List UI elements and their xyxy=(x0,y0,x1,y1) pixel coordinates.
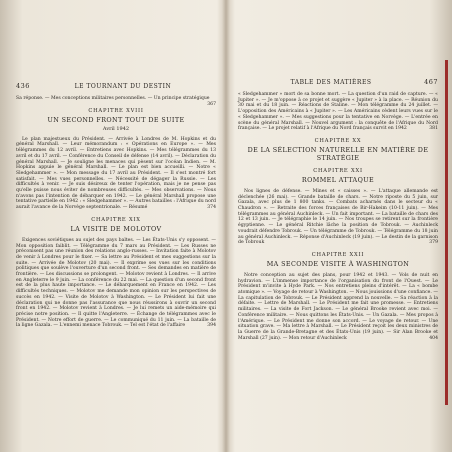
chapter-summary xyxy=(16,238,216,329)
chapter-heading xyxy=(16,217,216,233)
gutter-shadow xyxy=(222,0,230,452)
top-paragraph xyxy=(238,92,438,132)
chapter-title: ROMMEL ATTAQUE xyxy=(301,175,375,184)
chapter-summary-text: Notre conception au sujet des plans, pour 1942 et 1943. — Vols de nuit en hydravion. — L'immense importance de l'organisation du front de l'Ouest. — Le Président m'invite à Hyde Park. — Nos entretiens pleins d'intérêt. — La « bombe atomique ». — Voyage de retour à Washington. — Nous jouissions d'une confiance. — La capitulation de Tobrouk. — Le Président apprend la nouvelle. — Sa réaction à la défaite. — Lettre de Marshall. — Le Président me fait une promesse. — Entretiens militaires. — La visite de Fort Jackson. — Le général Brooke revient avec moi. — Conférence militaire. — Nous quittons les États-Unis. — Un Gazala. — Mes propos à l'Amérique. — Le Président me donne son accord. — Le voyage de retour. — Une situation grave. — Ma lettre à Marshall. — Le Président reçoit les deux ministres de la Guerre de la Grande-Bretagne et des États-Unis (19 juin). — Sir Alan Brooke et Marshall (27 juin). — Mon retour d'Auchinleck xyxy=(238,272,438,341)
left-running-head xyxy=(16,82,216,90)
chapter-summary-text: Le plan majestueux du Président. — Arrivée à Londres de M. Hopkins et du général Marshall. — Leur mémorandum : « Opérations en Europe ». — Mes télégrammes du 12 avril. — Entretiens avec Hopkins. — Mes télégrammes du 13 avril et du 17 avril. — Conférence du Conseil de défense (14 avril). — Déclaration du général Marshall. — Je souligne les menaces qui pèsent sur l'océan Indien. — M. Hopkins appuie le général Marshall. — Le plan est bien accueilli. — Notre « Sledgehammer ». — Mon message du 17 avril au Président. — Il s'est montré fort satisfait. — Mes vues personnelles. — Nécessité de dégager la Russie. — Les difficultés à venir. — Je suis désireux de tenter l'opération, mais je ne pense pas qu'elle puisse nous éviter de nombreuses difficultés. — Mes observations. — Nous n'avons pas l'intention de débarquer en 1942. — Le général Marshall propose une tentative partielle en 1942 : « Sledgehammer ». — Autres batailles : l'Afrique du nord aurait l'avance de la Norvège septentrionale. — Résumé xyxy=(16,136,216,211)
right-running-title: TABLE DES MATIÈRES xyxy=(290,79,372,86)
chapter-heading xyxy=(238,252,438,268)
chapter-summary-text: Nos lignes de défense. — Mines et « caisses ». — L'attaque allemande est déclenchée (26 mai). — Grande bataille de chars. — Notre riposte du 5 juin, sur Gazala, avec plus de 1 800 tanks. — Combats acharnés dans le secteur du « Chaudron ». — Retraite des forces françaises de Bir-Hakeim (10-11 juin). — Mes télégrammes au général Auchinleck. — Un fait important. — La bataille de chars des 12 et 13 juin. — Je télégraphie le 14 juin. — Nos troupes se retirent sur la frontière égyptienne. — Le général Ritchie lâche la position de Tobrouk. — Auchinleck voudrait défendre Tobrouk. — Un télégramme de Tobrouk. — Télégramme du 18 juin au général Auchinleck. — Réponse d'Auchinleck (19 juin). — Le destin de la garnison de Tobrouk xyxy=(238,188,438,246)
chapter-label: CHAPITRE XIX xyxy=(91,216,141,223)
chapter-label: CHAPITRE XX xyxy=(314,137,362,144)
chapter-title: LA VISITE DE MOLOTOV xyxy=(70,224,162,233)
intro-paragraph xyxy=(16,96,216,107)
chapter-date: Avril 1942 xyxy=(102,125,130,132)
left-running-title: LE TOURNANT DU DESTIN xyxy=(74,83,172,90)
chapter-heading xyxy=(16,108,216,132)
chapter-summary xyxy=(238,189,438,246)
right-running-head xyxy=(238,78,438,86)
chapter-page: 394 xyxy=(207,323,216,329)
intro-page: 367 xyxy=(207,101,216,107)
chapter-heading xyxy=(238,138,438,162)
left-page-number: 436 xyxy=(16,82,30,90)
intro-text: Sa réponse. — Mes conceptions militaires personnelles. — Un principe stratégique xyxy=(16,96,210,101)
chapter-title: UN SECOND FRONT TOUT DE SUITE xyxy=(47,115,185,124)
right-page-number: 467 xyxy=(424,78,438,86)
chapter-summary xyxy=(16,137,216,211)
chapter-title: DE LA SÉLECTION NATURELLE EN MATIÈRE DE STRATÉGIE xyxy=(247,145,429,162)
chapter-label: CHAPITRE XXI xyxy=(313,167,363,174)
chapter-heading xyxy=(238,168,438,184)
chapter-page: 379 xyxy=(429,240,438,246)
right-page xyxy=(226,0,452,452)
chapter-label: CHAPITRE XVIII xyxy=(88,107,144,114)
chapter-label: CHAPITRE XXII xyxy=(311,251,365,258)
top-text: « Sledgehammer » mort de sa bonne mort. — La question d'un raid de capture. — « Jupiter ». — Je m'oppose à ce projet et suggère « Jupiter » à la place. — Réunion du 30 mai et du 18 juin. — Réactions de Staline. — Mon télégramme du 24 juillet. — L'opposition des Américains à « Jupiter ». — Les Américains cèdent leurs vues sur le « Sledgehammer ». — Mes suggestions pour la tentative en Norvège. — L'entrée en scène du général Marshall. — Nouvel argument : la conquête de l'Afrique du Nord française. — Le projet relatif à l'Afrique du Nord français survit en 1942 xyxy=(238,92,438,132)
chapter-title: MA SECONDE VISITE À WASHINGTON xyxy=(266,259,410,268)
chapter-page: 404 xyxy=(429,335,438,341)
top-page: 381 xyxy=(429,126,438,132)
chapter-page: 374 xyxy=(207,205,216,211)
chapter-summary-text: Exigences soviétiques au sujet des pays baltes. — Les États-Unis s'y opposent. — Mon opposition faiblit. — Télégramme du 7 mars au Président. — Les Russes ne préconisent pas une réunion des relations anglo-russes. — Invitation faite à Molotov de venir à Londres pour le fixer. — Sa lettre au Président et mes suggestions sur la suite. — Arrivée de Molotov (20 mai). — Il exprime ses vues sur les conditions politiques que soulève l'ouverture d'un second front. — Ses demandes en matière de frontière. — Les discussions se prolongent. — Molotov revient à Londres. — Il arrive en Angleterre le 9 juin. — La conférence du 22 mai. — La question d'un second front est de la plus haute importance. — Le débarquement en France en 1942. — Les difficultés techniques. — Molotov me demande mon opinion sur les perspectives de succès en 1942. — Visite de Molotov à Washington. — Le Président lui fait une déclaration qui ne donne pas l'assurance que nous réussirons à ouvrir un second front en 1942. — Molotov revient à Londres. — Je lui remets un aide-mémoire qui précise notre position. — Il quitte l'Angleterre. — Échange de télégrammes avec le Président. — Notre effort de guerre. — Le communiqué du 11 juin. — La bataille de la ligne Gazala. — L'ennemi menace Tobrouk. — Tel est l'état de l'affaire xyxy=(16,237,216,329)
page-edge xyxy=(445,60,448,405)
chapter-summary xyxy=(238,273,438,341)
